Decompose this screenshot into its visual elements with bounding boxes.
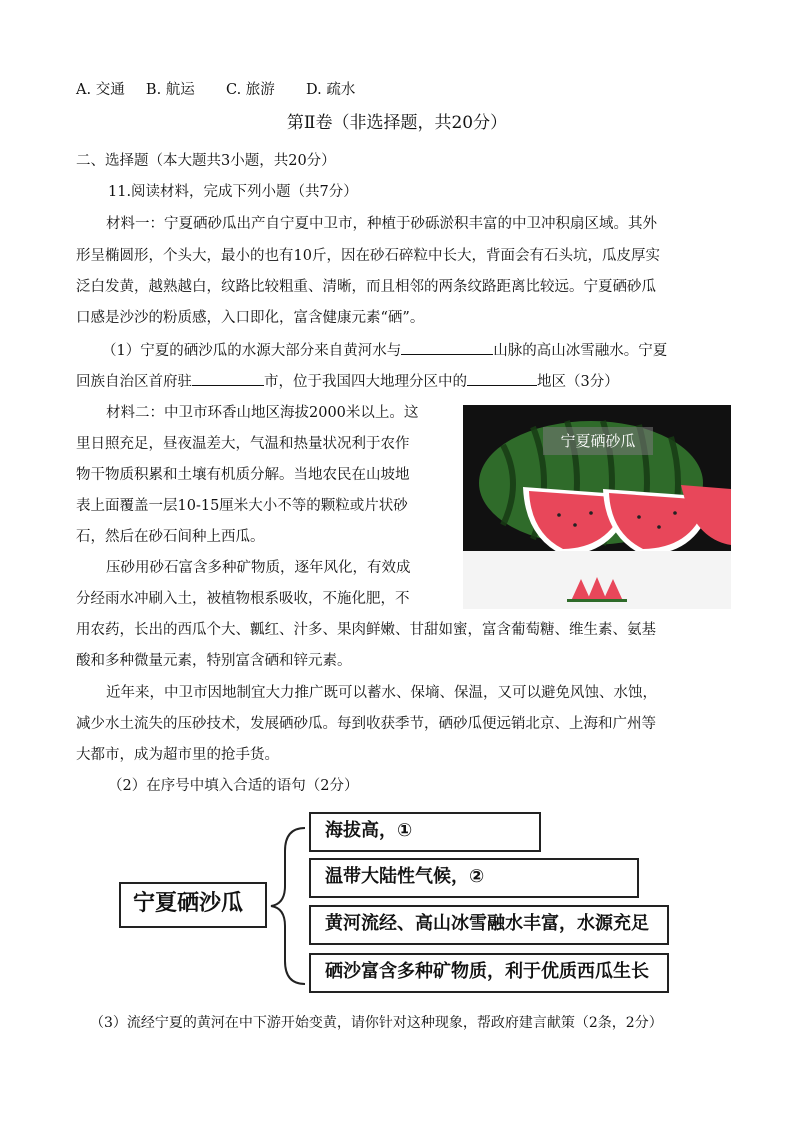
answer-blank[interactable] — [467, 371, 537, 386]
section-title: 第Ⅱ卷（非选择题，共20分） — [286, 113, 508, 133]
watermelon-photo — [463, 405, 731, 609]
material2-line: 石，然后在砂石间种上西瓜。 — [76, 529, 265, 545]
diagram-item-4: 硒沙富含多种矿物质，利于优质西瓜生长 — [309, 953, 669, 993]
option-a: A. 交通 — [76, 82, 125, 98]
material1-line: 口感是沙沙的粉质感，入口即化，富含健康元素“硒”。 — [76, 310, 425, 326]
option-d: D. 疏水 — [306, 82, 356, 98]
question-1-line1 — [102, 340, 667, 361]
question-1-line2 — [76, 371, 619, 392]
material2-line: 里日照充足，昼夜温差大，气温和热量状况利于农作 — [76, 436, 410, 452]
part-heading: 二、选择题（本大题共3小题，共20分） — [76, 153, 336, 169]
diagram-item-1: 海拔高，① — [309, 812, 541, 852]
material2-line: 物干物质积累和土壤有机质分解。当地农民在山坡地 — [76, 467, 410, 483]
question-11-heading: 11.阅读材料，完成下列小题（共7分） — [108, 184, 358, 200]
material4-line: 近年来，中卫市因地制宜大力推广既可以蓄水、保墒、保温，又可以避免风蚀、水蚀， — [106, 685, 657, 701]
question-2: （2）在序号中填入合适的语句（2分） — [108, 778, 359, 794]
answer-blank[interactable] — [192, 371, 264, 386]
material4-line: 大都市，成为超市里的抢手货。 — [76, 747, 279, 763]
diagram-item-2: 温带大陆性气候，② — [309, 858, 639, 898]
material4-line: 减少水土流失的压砂技术，发展硒砂瓜。每到收获季节，硒砂瓜便远销北京、上海和广州等 — [76, 716, 656, 732]
material3-line: 分经雨水冲刷入土，被植物根系吸收，不施化肥，不 — [76, 591, 410, 607]
material3-line: 酸和多种微量元素，特别富含硒和锌元素。 — [76, 653, 352, 669]
q1-text: 山脉的高山冰雪融水。宁夏 — [493, 343, 668, 359]
material1-line: 材料一：宁夏硒砂瓜出产自宁夏中卫市，种植于砂砾淤积丰富的中卫冲积扇区域。其外 — [106, 216, 657, 232]
material3-line: 压砂用砂石富含多种矿物质，逐年风化，有效成 — [106, 560, 411, 576]
material1-line: 形呈椭圆形，个头大，最小的也有10斤，因在砂石碎粒中长大，背面会有石头坑，瓜皮厚实 — [76, 248, 660, 264]
answer-blank[interactable] — [401, 340, 493, 355]
material2-line: 表上面覆盖一层10-15厘米大小不等的颗粒或片状砂 — [76, 498, 408, 514]
material2-line: 材料二：中卫市环香山地区海拔2000米以上。这 — [106, 405, 419, 421]
q1-text: 市，位于我国四大地理分区中的 — [264, 374, 467, 390]
photo-caption: 宁夏硒砂瓜 — [543, 427, 653, 455]
material1-line: 泛白发黄，越熟越白，纹路比较粗重、清晰，而且相邻的两条纹路距离比较远。宁夏硒砂瓜 — [76, 279, 656, 295]
q1-text: （1）宁夏的硒沙瓜的水源大部分来自黄河水与 — [102, 343, 402, 359]
diagram-root-box: 宁夏硒沙瓜 — [119, 882, 267, 928]
mind-map-diagram — [113, 806, 683, 996]
q1-text: 回族自治区首府驻 — [76, 374, 192, 390]
options-line — [76, 80, 355, 100]
diagram-item-3: 黄河流经、高山冰雪融水丰富，水源充足 — [309, 905, 669, 945]
option-c: C. 旅游 — [226, 82, 275, 98]
question-3: （3）流经宁夏的黄河在中下游开始变黄，请你针对这种现象，帮政府建言献策（2条，2分） — [90, 1015, 663, 1031]
material3-line: 用农药，长出的西瓜个大、瓤红、汁多、果肉鲜嫩、甘甜如蜜，富含葡萄糖、维生素、氨基 — [76, 622, 656, 638]
q1-text: 地区（3分） — [537, 374, 619, 390]
option-b: B. 航运 — [145, 82, 195, 98]
